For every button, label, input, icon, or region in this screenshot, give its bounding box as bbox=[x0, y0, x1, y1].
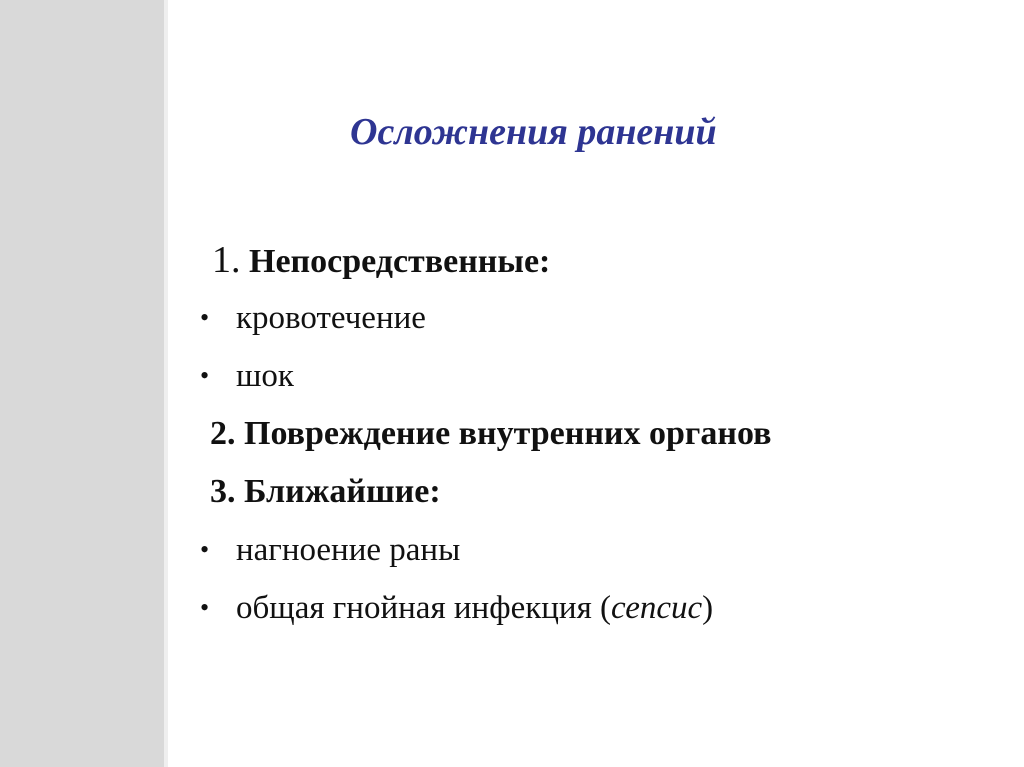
list-item-text bbox=[236, 588, 713, 628]
heading-text: Непосредственные: bbox=[249, 243, 551, 280]
left-sidebar-bar bbox=[0, 0, 164, 767]
list-item-text: кровотечение bbox=[236, 300, 426, 336]
heading-number: 2. bbox=[210, 415, 236, 452]
bullet-marker: • bbox=[200, 593, 210, 622]
heading-immediate bbox=[212, 238, 550, 284]
sidebar-edge bbox=[164, 0, 168, 767]
heading-text: Повреждение внутренних органов bbox=[244, 415, 772, 452]
heading-number: 1. bbox=[212, 239, 241, 281]
heading-nearest bbox=[210, 470, 441, 514]
heading-internal-organs bbox=[210, 412, 771, 456]
list-item-italic-term: сепсис bbox=[611, 590, 703, 626]
bullet-marker: • bbox=[200, 303, 210, 332]
heading-number: 3. bbox=[210, 473, 236, 510]
list-item-shock bbox=[200, 356, 800, 396]
bullet-marker: • bbox=[200, 535, 210, 564]
list-item-wound-suppuration bbox=[200, 530, 800, 570]
list-item-main-text: общая гнойная инфекция ( bbox=[236, 590, 611, 626]
heading-text: Ближайшие: bbox=[244, 473, 441, 510]
slide-title: Осложнения ранений bbox=[350, 111, 717, 153]
bullet-marker: • bbox=[200, 361, 210, 390]
list-item-bleeding bbox=[200, 298, 800, 338]
list-item-sepsis bbox=[200, 588, 900, 628]
list-item-text: шок bbox=[236, 358, 294, 394]
list-item-text: нагноение раны bbox=[236, 532, 461, 568]
list-item-suffix: ) bbox=[702, 590, 714, 626]
